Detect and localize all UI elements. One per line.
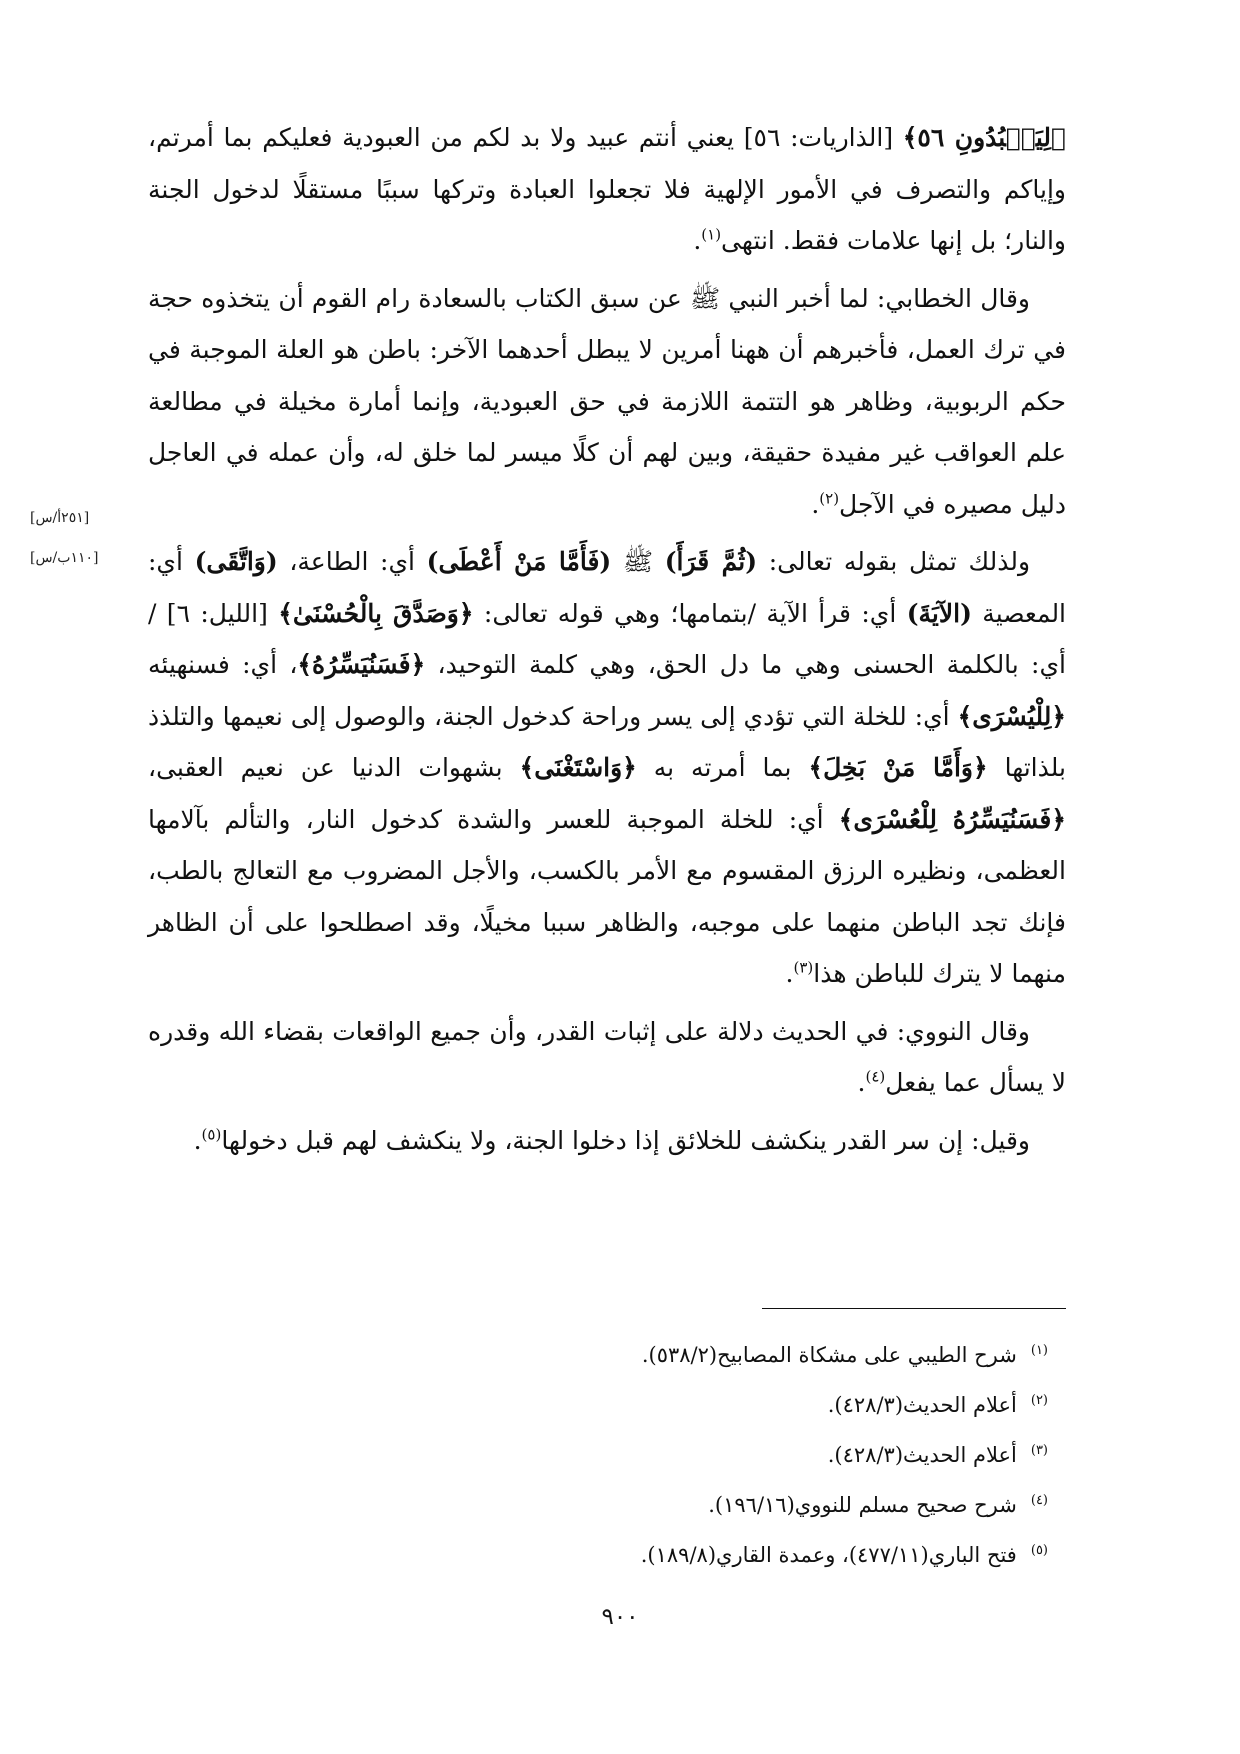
footnote-text: شرح الطيبي على مشكاة المصابيح(٥٣٨/٢). <box>641 1343 1017 1367</box>
text-run: وقال الخطابي: لما أخبر النبي ﷺ عن سبق الكتاب بالسعادة رام القوم أن يتخذوه حجة في ترك العمل، فأخبرهم أن ههنا أمرين لا يبطل أحدهما الآخر: باطن هو العلة الموجبة في حكم الربوبية، وظاهر هو التتمة اللازمة في حق العبودية، وإنما أمارة مخيلة في مطالعة علم العواقب غير مفيدة حقيقة، وبين لهم أن كلًا ميسر لما خلق له، وأن عمله في العاجل دليل مصيره في الآجل <box>148 283 1066 519</box>
footnote-ref: (٥) <box>201 1125 222 1144</box>
text-run: . <box>811 489 820 519</box>
text-run: بما أمرته به <box>636 753 809 782</box>
quran-quote: ﴿فَسَنُيَسِّرُهُ لِلْعُسْرَى﴾ <box>838 804 1067 834</box>
text-run: أي: الطاعة، <box>277 547 427 576</box>
quran-quote: ﴿لِلْيُسْرَى﴾ <box>957 701 1066 731</box>
footnote-ref: (١) <box>701 225 722 244</box>
footnote-text: أعلام الحديث(٤٢٨/٣). <box>827 1443 1017 1467</box>
footnotes <box>148 1328 1066 1578</box>
footnote-number: (٢) <box>1030 1393 1048 1408</box>
footnote-number: (١) <box>1030 1343 1048 1358</box>
main-text <box>148 112 1066 1172</box>
text-run: [الذاريات: ٥٦] يعني أنتم عبيد ولا بد لكم من العبودية فعليكم بما أمرتم، وإياكم والتصرف في الأمور الإلهية فلا تجعلوا العبادة وتركها سببًا مستقلًا لدخول الجنة والنار؛ بل إنها علامات فقط. انتهى <box>148 123 1066 255</box>
text-run: . <box>693 226 702 255</box>
footnote-number: (٥) <box>1030 1543 1048 1558</box>
footnote-number: (٣) <box>1030 1443 1048 1458</box>
footnote-divider <box>762 1308 1066 1309</box>
footnote <box>148 1428 1066 1478</box>
text-run: ولذلك تمثل بقوله تعالى: <box>757 547 1031 576</box>
footnote-ref: (٢) <box>819 489 840 508</box>
quran-quote: (ثُمَّ قَرَأَ) <box>664 547 758 576</box>
quran-quote: ﴿وَصَدَّقَ بِالْحُسْنَىٰ﴾ <box>278 598 474 628</box>
marginal-note: [٢٥١أ/س] <box>30 510 90 526</box>
text-run: وقيل: إن سر القدر ينكشف للخلائق إذا دخلوا الجنة، ولا ينكشف لهم قبل دخولها <box>221 1125 1030 1155</box>
footnote-text: شرح صحيح مسلم للنووي(١٩٦/١٦). <box>708 1493 1017 1517</box>
paragraph <box>148 273 1066 531</box>
quran-quote: ﴿وَأَمَّا مَنْ بَخِلَ﴾ <box>808 753 988 782</box>
footnote <box>148 1478 1066 1528</box>
text-run: بشهوات الدنيا عن نعيم العقبى، <box>148 753 520 782</box>
text-run: . <box>785 959 794 988</box>
quran-quote: (فَأَمَّا مَنْ أَعْطَى) <box>426 547 612 576</box>
text-run: أي: المعصية <box>148 547 1067 628</box>
text-run: . <box>193 1125 202 1155</box>
footnote-text: أعلام الحديث(٤٢٨/٣). <box>827 1393 1017 1417</box>
paragraph <box>148 1115 1066 1167</box>
footnote <box>148 1528 1066 1578</box>
paragraph <box>148 1006 1066 1109</box>
text-run: [الليل: ٦] / أي: بالكلمة الحسنى وهي ما دل الحق، وهي كلمة التوحيد، <box>148 598 1066 679</box>
quran-quote: ﴿فَسَنُيَسِّرُهُ﴾ <box>297 650 426 679</box>
page-number: ٩٠٠ <box>601 1604 639 1630</box>
text-run: أي: للخلة التي تؤدي إلى يسر وراحة كدخول الجنة، والوصول إلى نعيمها والتلذذ بلذاتها <box>148 701 1066 782</box>
footnote-text: فتح الباري(٤٧٧/١١)، وعمدة القاري(١٨٩/٨). <box>640 1543 1017 1567</box>
quran-quote: (الآيَةَ) <box>906 598 972 628</box>
quran-quote: ﴿لِيَعۡبُدُونِ ٥٦﴾ <box>902 123 1066 152</box>
text-run: ، أي: فسنهيئه <box>148 650 298 679</box>
text-run: أي: قرأ الآية /بتمامها؛ وهي قوله تعالى: <box>473 598 907 628</box>
paragraph <box>148 112 1066 267</box>
footnote <box>148 1378 1066 1428</box>
footnote-number: (٤) <box>1030 1493 1048 1508</box>
quran-quote: ﴿وَاسْتَغْنَى﴾ <box>519 753 637 782</box>
text-run: أي: للخلة الموجبة للعسر والشدة كدخول النار، والتألم بآلامها العظمى، ونظيره الرزق المقسوم مع الأمر بالكسب، والأجل المضروب مع التعالج بالطب، فإنك تجد الباطن منهما على موجبه، والظاهر سببا مخيلًا، وقد اصطلحوا على أن الظاهر منهما لا يترك للباطن هذا <box>148 804 1066 988</box>
text-run: ﷺ <box>611 547 665 576</box>
marginal-note: [١١٠ب/س] <box>30 550 99 566</box>
paragraph <box>148 536 1066 1000</box>
text-run: وقال النووي: في الحديث دلالة على إثبات القدر، وأن جميع الواقعات بقضاء الله وقدره لا يسأل عما يفعل <box>148 1016 1066 1097</box>
footnote-ref: (٣) <box>793 958 814 977</box>
quran-quote: (وَاتَّقَى) <box>194 547 278 576</box>
footnote-ref: (٤) <box>865 1067 886 1086</box>
footnote <box>148 1328 1066 1378</box>
text-run: . <box>857 1068 866 1097</box>
